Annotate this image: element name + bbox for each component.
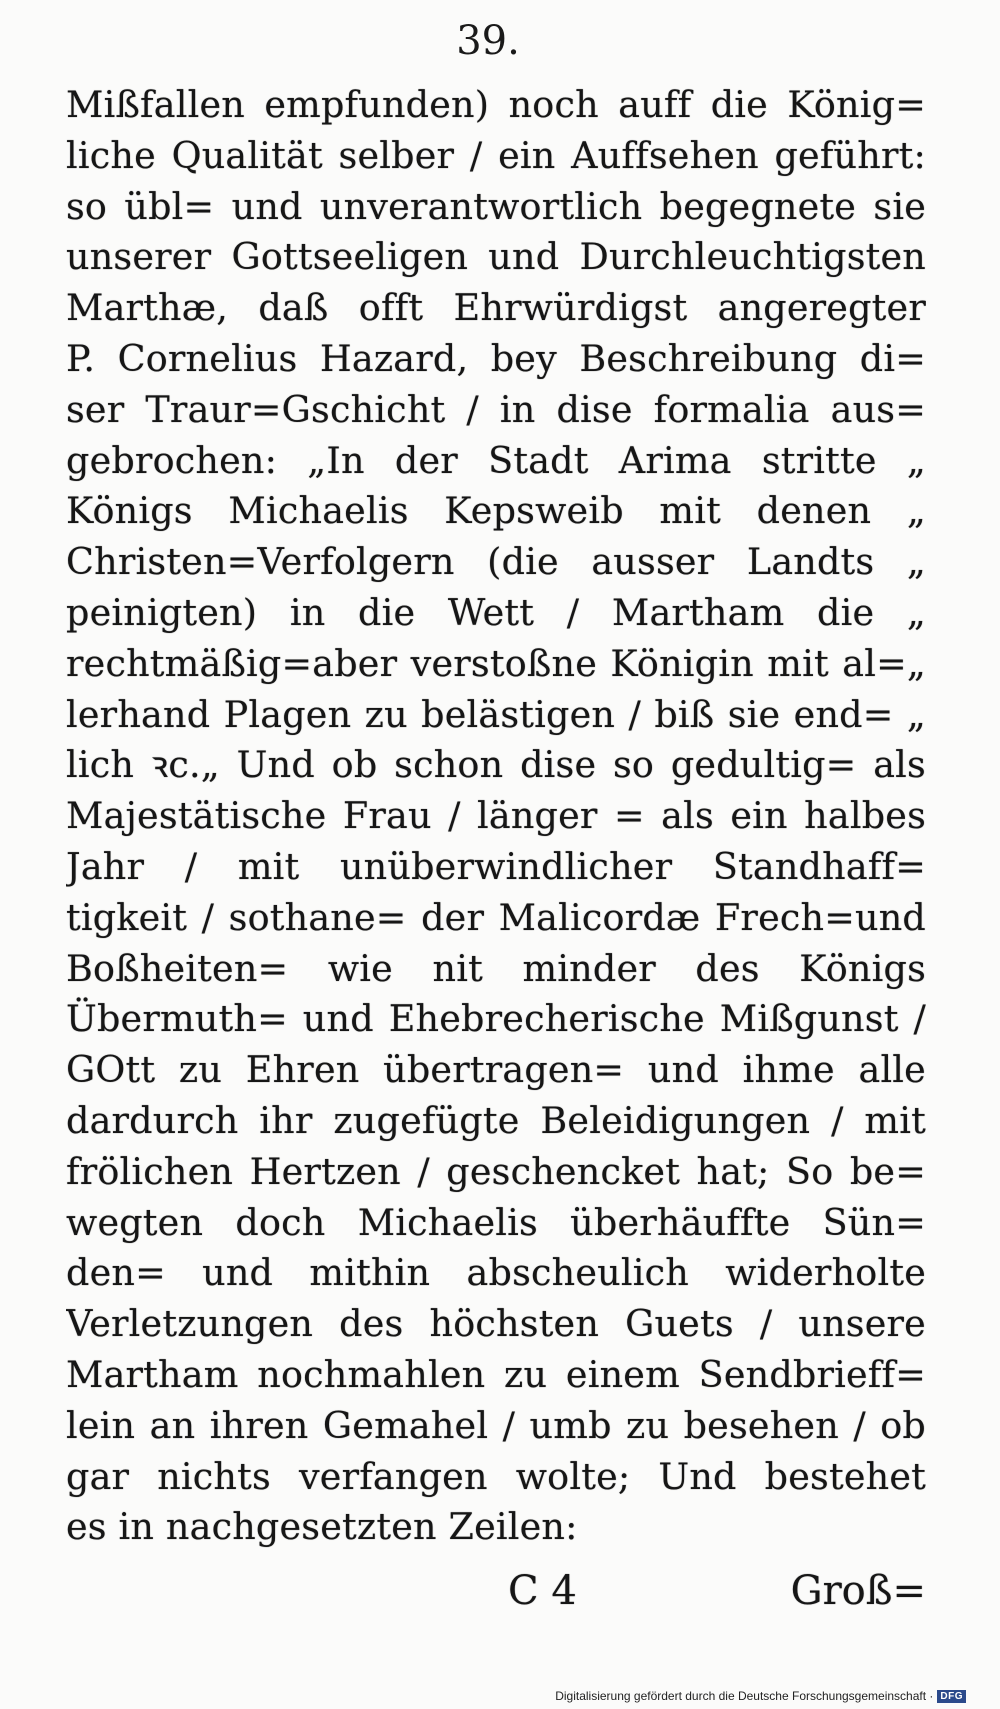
text-line: so übl= und unverantwortlich begegnete sie (66, 184, 926, 228)
credit-text: Digitalisierung gefördert durch die Deutsche Forschungsgemeinschaft · (555, 1689, 934, 1703)
catchword: Groß= (790, 1568, 926, 1614)
page-footer (66, 1568, 926, 1628)
text-line: Boßheiten= wie nit minder des Königs (66, 946, 926, 990)
text-line: lich ꝛc.„ Und ob schon dise so gedultig= als (66, 743, 926, 787)
text-line: gebrochen: „In der Stadt Arima stritte „ (66, 438, 926, 482)
text-line: wegten doch Michaelis überhäuffte Sün= (66, 1200, 926, 1244)
text-line: Marthæ, daß offt Ehrwürdigst angeregter (66, 286, 926, 330)
text-line: den= und mithin abscheulich widerholte (66, 1251, 926, 1295)
text-line: rechtmäßig=aber verstoßne Königin mit al=„ (66, 641, 926, 685)
text-line: lein an ihren Gemahel / umb zu besehen / ob (66, 1403, 926, 1447)
text-line: P. Cornelius Hazard, bey Beschreibung di= (66, 336, 926, 380)
text-line: Mißfallen empfunden) noch auff die König= (66, 83, 926, 126)
text-line: Christen=Verfolgern (die ausser Landts „ (66, 540, 926, 584)
text-line: GOtt zu Ehren übertragen= und ihme alle (66, 1048, 926, 1092)
text-line: Übermuth= und Ehebrecherische Mißgunst / (66, 997, 926, 1041)
text-line: Martham nochmahlen zu einem Sendbrieff= (66, 1352, 926, 1396)
text-line: Jahr / mit unüberwindlicher Standhaff= (66, 844, 926, 888)
text-line: Königs Michaelis Kepsweib mit denen „ (66, 489, 926, 533)
text-line: unserer Gottseeligen und Durchleuchtigsten (66, 235, 926, 279)
text-line: Verletzungen des höchsten Guets / unsere (66, 1302, 926, 1346)
text-line: lerhand Plagen zu belästigen / biß sie end= „ (66, 692, 926, 736)
text-line: frölichen Hertzen / geschencket hat; So be= (66, 1149, 926, 1193)
text-line: peinigten) in die Wett / Martham die „ (66, 590, 926, 634)
text-line: liche Qualität selber / ein Auffsehen geführt: (66, 133, 926, 177)
body-text (66, 80, 926, 1553)
page-number: 39. (456, 18, 520, 64)
text-line: ser Traur=Gschicht / in dise formalia aus= (66, 387, 926, 431)
digitization-credit (555, 1689, 966, 1703)
text-line: gar nichts verfangen wolte; Und bestehet (66, 1454, 926, 1498)
text-line: tigkeit / sothane= der Malicordæ Frech=und (66, 895, 926, 939)
signature-mark: C 4 (508, 1568, 577, 1614)
text-line: Majestätische Frau / länger = als ein halbes (66, 794, 926, 838)
text-line: es in nachgesetzten Zeilen: (66, 1505, 578, 1549)
text-line: dardurch ihr zugefügte Beleidigungen / mit (66, 1098, 926, 1142)
dfg-logo-icon: DFG (937, 1690, 966, 1703)
